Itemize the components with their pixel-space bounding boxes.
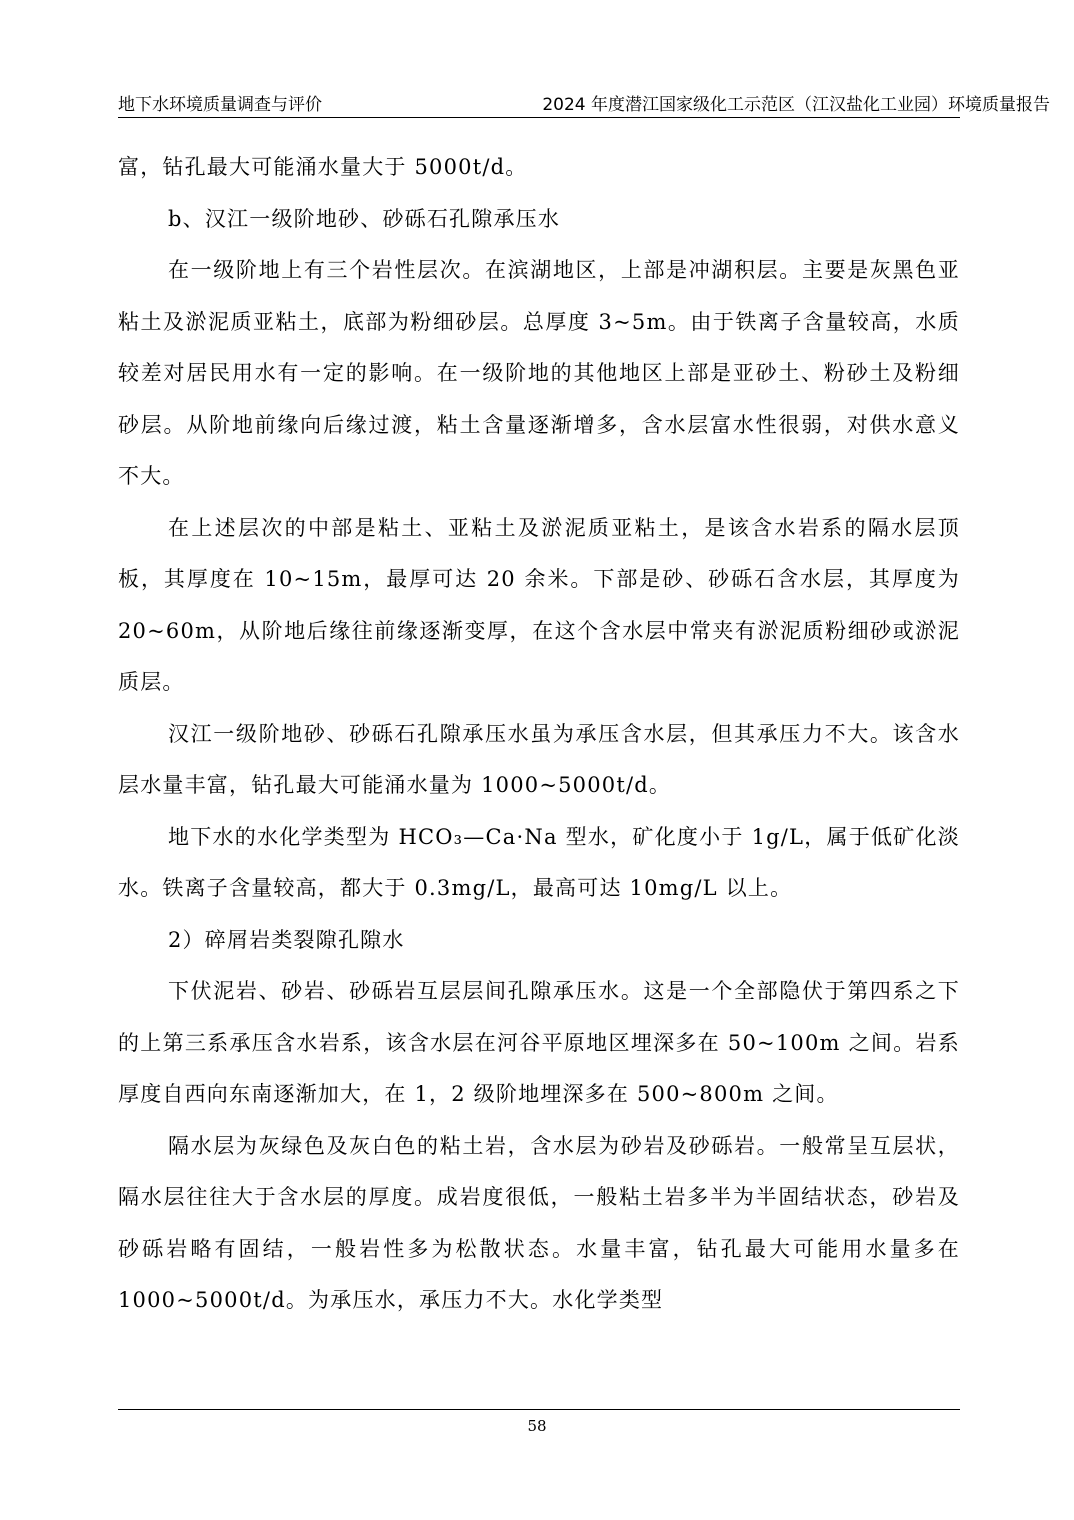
paragraph: 富，钻孔最大可能涌水量大于 5000t/d。 (118, 155, 528, 179)
paragraph: 隔水层为灰绿色及灰白色的粘土岩，含水层为砂岩及砂砾岩。一般常呈互层状，隔水层往往大于含水层的厚度。成岩度很低，一般粘土岩多半为半固结状态，砂岩及砂砾岩略有固结，一般岩性多为松散状态。水量丰富，钻孔最大可能用水量多在 1000~5000t/d。为承压水，承压力不大。水化学类型 (118, 1133, 960, 1312)
subsection-heading: b、汉江一级阶地砂、砂砾石孔隙承压水 (168, 206, 561, 231)
paragraph: 地下水的水化学类型为 HCO₃—Ca·Na 型水，矿化度小于 1g/L，属于低矿化淡水。铁离子含量较高，都大于 0.3mg/L，最高可达 10mg/L 以上。 (118, 824, 960, 900)
footer-divider (118, 1409, 960, 1410)
body-text (118, 142, 960, 1327)
paragraph: 汉江一级阶地砂、砂砾石孔隙承压水虽为承压含水层，但其承压力不大。该含水层水量丰富，钻孔最大可能涌水量为 1000~5000t/d。 (118, 721, 960, 797)
page-number: 58 (527, 1417, 547, 1435)
paragraph: 在上述层次的中部是粘土、亚粘土及淤泥质亚粘土，是该含水岩系的隔水层顶板，其厚度在 10~15m，最厚可达 20 余米。下部是砂、砂砾石含水层，其厚度为 20~60m，从阶地后缘往前缘逐渐变厚，在这个含水层中常夹有淤泥质粉细砂或淤泥质层。 (118, 515, 960, 694)
header-chapter-title: 地下水环境质量调查与评价 (118, 95, 322, 115)
header-divider (118, 117, 960, 118)
paragraph: 下伏泥岩、砂岩、砂砾岩互层层间孔隙承压水。这是一个全部隐伏于第四系之下的上第三系承压含水岩系，该含水层在河谷平原地区埋深多在 50~100m 之间。岩系厚度自西向东南逐渐加大，在 1，2 级阶地埋深多在 500~800m 之间。 (118, 979, 960, 1106)
running-header (118, 92, 1050, 118)
subsection-heading: 2）碎屑岩类裂隙孔隙水 (168, 927, 405, 952)
paragraph: 在一级阶地上有三个岩性层次。在滨湖地区，上部是冲湖积层。主要是灰黑色亚粘土及淤泥质亚粘土，底部为粉细砂层。总厚度 3~5m。由于铁离子含量较高，水质较差对居民用水有一定的影响。在一级阶地的其他地区上部是亚砂土、粉砂土及粉细砂层。从阶地前缘向后缘过渡，粘土含量逐渐增多，含水层富水性很弱，对供水意义不大。 (118, 258, 960, 488)
header-report-title: 2024 年度潜江国家级化工示范区（江汉盐化工业园）环境质量报告 (542, 95, 1050, 115)
